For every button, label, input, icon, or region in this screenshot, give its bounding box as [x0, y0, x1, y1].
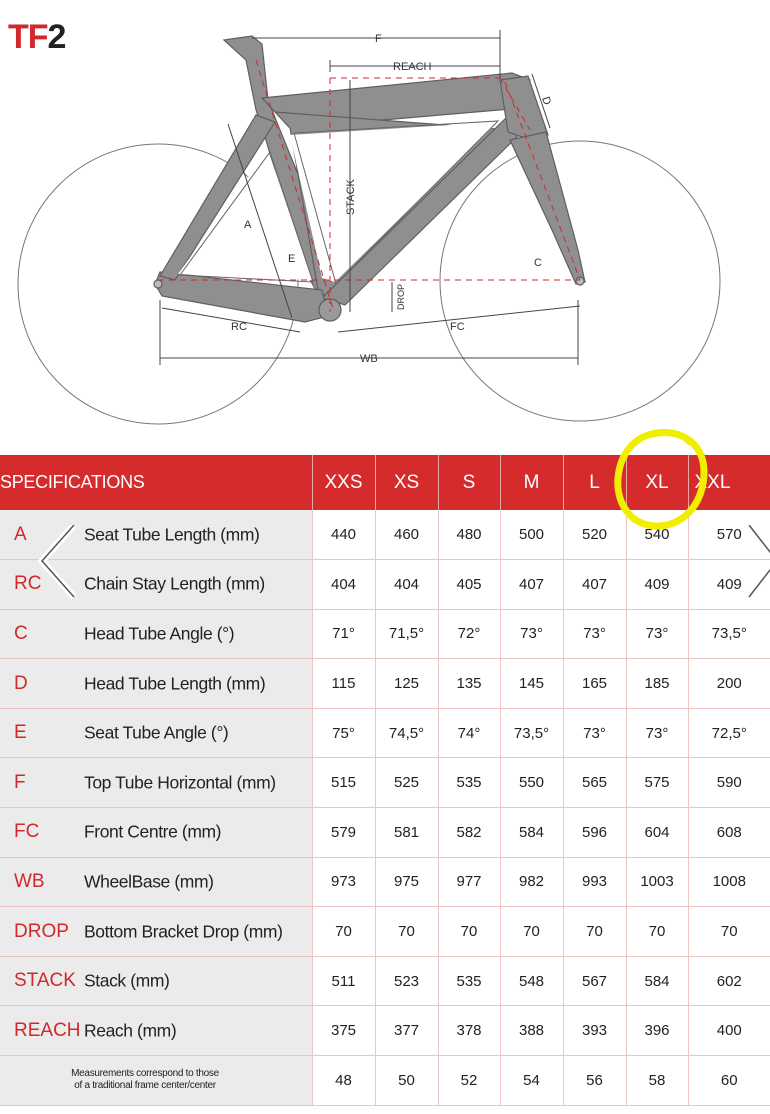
value-cell-xl: 584	[626, 956, 688, 1006]
value-cell-xl: 409	[626, 560, 688, 610]
specifications-table	[0, 455, 770, 1106]
value-cell-m: 550	[500, 758, 563, 808]
label-stack: STACK	[345, 179, 357, 215]
value-cell-xs: 71,5°	[375, 609, 438, 659]
value-cell-xl: 540	[626, 510, 688, 560]
value-cell-l: 565	[563, 758, 626, 808]
spec-code: WB	[14, 870, 45, 892]
spec-description: Head Tube Length (mm)	[84, 673, 266, 694]
value-cell-xxs: 579	[312, 808, 375, 858]
footnote-cell	[0, 1056, 312, 1106]
value-cell-xxs: 75°	[312, 708, 375, 758]
value-cell-xs: 404	[375, 560, 438, 610]
size-header-xxl: XXL	[688, 455, 770, 510]
frame-size-cell-m: 54	[500, 1056, 563, 1106]
logo-tf: TF	[8, 18, 48, 56]
value-cell-xxl: 608	[688, 808, 770, 858]
value-cell-m: 982	[500, 857, 563, 907]
value-cell-l: 596	[563, 808, 626, 858]
value-cell-l: 70	[563, 907, 626, 957]
value-cell-xl: 73°	[626, 708, 688, 758]
footnote-line-2: of a traditional frame center/center	[74, 1080, 216, 1092]
size-header-xs: XS	[375, 455, 438, 510]
value-cell-xxs: 70	[312, 907, 375, 957]
spec-code: D	[14, 672, 28, 694]
value-cell-m: 73,5°	[500, 708, 563, 758]
value-cell-s: 480	[438, 510, 500, 560]
frame-size-cell-xxl: 60	[688, 1056, 770, 1106]
value-cell-xs: 70	[375, 907, 438, 957]
value-cell-xxl: 409	[688, 560, 770, 610]
value-cell-s: 405	[438, 560, 500, 610]
value-cell-xxs: 973	[312, 857, 375, 907]
label-c: C	[534, 257, 542, 269]
value-cell-xl: 73°	[626, 609, 688, 659]
measurement-footnote	[0, 1068, 290, 1092]
table-row	[0, 708, 770, 758]
table-row	[0, 1006, 770, 1056]
label-a: A	[244, 219, 252, 231]
value-cell-l: 165	[563, 659, 626, 709]
spec-description: Top Tube Horizontal (mm)	[84, 772, 276, 793]
value-cell-s: 582	[438, 808, 500, 858]
value-cell-xxs: 375	[312, 1006, 375, 1056]
value-cell-m: 407	[500, 560, 563, 610]
value-cell-xxs: 515	[312, 758, 375, 808]
label-e: E	[288, 253, 296, 265]
label-d: D	[539, 95, 554, 107]
chevron-right-icon[interactable]	[747, 525, 770, 635]
label-rc: RC	[231, 321, 247, 333]
value-cell-l: 567	[563, 956, 626, 1006]
value-cell-s: 378	[438, 1006, 500, 1056]
value-cell-xl: 185	[626, 659, 688, 709]
label-fc: FC	[450, 321, 465, 333]
specifications-heading: SPECIFICATIONS	[0, 472, 145, 492]
value-cell-xxl: 70	[688, 907, 770, 957]
value-cell-xl: 396	[626, 1006, 688, 1056]
spec-code: REACH	[14, 1019, 81, 1041]
table-row	[0, 758, 770, 808]
frame-size-cell-s: 52	[438, 1056, 500, 1106]
label-drop: DROP	[396, 283, 406, 310]
value-cell-s: 70	[438, 907, 500, 957]
table-row	[0, 956, 770, 1006]
value-cell-m: 70	[500, 907, 563, 957]
value-cell-s: 135	[438, 659, 500, 709]
value-cell-xs: 581	[375, 808, 438, 858]
value-cell-m: 500	[500, 510, 563, 560]
size-header-l: L	[563, 455, 626, 510]
spec-code: F	[14, 771, 26, 793]
value-cell-xxl: 590	[688, 758, 770, 808]
value-cell-xxl: 73,5°	[688, 609, 770, 659]
spec-description: Front Centre (mm)	[84, 821, 222, 842]
row-label-cell	[0, 708, 312, 758]
table-row	[0, 659, 770, 709]
table-header-row	[0, 455, 770, 510]
spec-code: E	[14, 722, 27, 744]
value-cell-xl: 70	[626, 907, 688, 957]
value-cell-xxl: 72,5°	[688, 708, 770, 758]
value-cell-xs: 975	[375, 857, 438, 907]
value-cell-xxl: 200	[688, 659, 770, 709]
value-cell-xxl: 1008	[688, 857, 770, 907]
value-cell-l: 520	[563, 510, 626, 560]
value-cell-xxl: 602	[688, 956, 770, 1006]
value-cell-l: 73°	[563, 708, 626, 758]
table-row	[0, 510, 770, 560]
spec-description: Bottom Bracket Drop (mm)	[84, 921, 283, 942]
value-cell-xl: 604	[626, 808, 688, 858]
label-wb: WB	[360, 353, 378, 365]
value-cell-xxs: 404	[312, 560, 375, 610]
value-cell-l: 73°	[563, 609, 626, 659]
value-cell-m: 145	[500, 659, 563, 709]
value-cell-xs: 125	[375, 659, 438, 709]
label-f: F	[375, 33, 382, 45]
spec-description: Stack (mm)	[84, 970, 170, 991]
value-cell-s: 72°	[438, 609, 500, 659]
value-cell-xxs: 115	[312, 659, 375, 709]
row-label-cell	[0, 808, 312, 858]
frame-size-cell-l: 56	[563, 1056, 626, 1106]
value-cell-s: 74°	[438, 708, 500, 758]
spec-code: C	[14, 622, 28, 644]
row-label-cell	[0, 659, 312, 709]
value-cell-s: 977	[438, 857, 500, 907]
table-row	[0, 907, 770, 957]
value-cell-xxl: 570	[688, 510, 770, 560]
value-cell-s: 535	[438, 956, 500, 1006]
spec-description: WheelBase (mm)	[84, 871, 214, 892]
size-header-xxs: XXS	[312, 455, 375, 510]
table-row	[0, 609, 770, 659]
value-cell-l: 407	[563, 560, 626, 610]
row-label-cell	[0, 1006, 312, 1056]
value-cell-xxs: 511	[312, 956, 375, 1006]
footnote-row	[0, 1056, 770, 1106]
value-cell-xl: 1003	[626, 857, 688, 907]
label-reach: REACH	[393, 61, 432, 73]
value-cell-xl: 575	[626, 758, 688, 808]
logo-number: 2	[47, 18, 66, 56]
value-cell-l: 393	[563, 1006, 626, 1056]
spec-description: Seat Tube Angle (°)	[84, 722, 229, 743]
spec-description: Seat Tube Length (mm)	[84, 524, 260, 545]
size-header-s: S	[438, 455, 500, 510]
spec-code: DROP	[14, 920, 69, 942]
size-header-xl: XL	[626, 455, 688, 510]
value-cell-xxs: 440	[312, 510, 375, 560]
value-cell-xs: 525	[375, 758, 438, 808]
spec-description: Head Tube Angle (°)	[84, 623, 235, 644]
table-row	[0, 808, 770, 858]
value-cell-xs: 74,5°	[375, 708, 438, 758]
row-label-cell	[0, 956, 312, 1006]
value-cell-s: 535	[438, 758, 500, 808]
spec-code: STACK	[14, 970, 76, 992]
row-label-cell	[0, 857, 312, 907]
value-cell-xxs: 71°	[312, 609, 375, 659]
value-cell-m: 548	[500, 956, 563, 1006]
chevron-left-icon[interactable]	[38, 525, 78, 635]
frame-size-cell-xxs: 48	[312, 1056, 375, 1106]
frame-size-cell-xl: 58	[626, 1056, 688, 1106]
value-cell-xs: 523	[375, 956, 438, 1006]
footnote-line-1: Measurements correspond to those	[71, 1068, 219, 1080]
spec-code: RC	[14, 573, 42, 595]
table-row	[0, 857, 770, 907]
value-cell-m: 388	[500, 1006, 563, 1056]
value-cell-xxl: 400	[688, 1006, 770, 1056]
frame-geometry-diagram	[0, 0, 770, 450]
size-header-m: M	[500, 455, 563, 510]
frame-size-cell-xs: 50	[375, 1056, 438, 1106]
row-label-cell	[0, 907, 312, 957]
spec-description: Reach (mm)	[84, 1020, 177, 1041]
value-cell-m: 584	[500, 808, 563, 858]
spec-code: A	[14, 523, 27, 545]
value-cell-xs: 377	[375, 1006, 438, 1056]
value-cell-l: 993	[563, 857, 626, 907]
value-cell-xs: 460	[375, 510, 438, 560]
spec-description: Chain Stay Length (mm)	[84, 573, 265, 594]
table-row	[0, 560, 770, 610]
row-label-cell	[0, 758, 312, 808]
value-cell-m: 73°	[500, 609, 563, 659]
spec-code: FC	[14, 821, 40, 843]
